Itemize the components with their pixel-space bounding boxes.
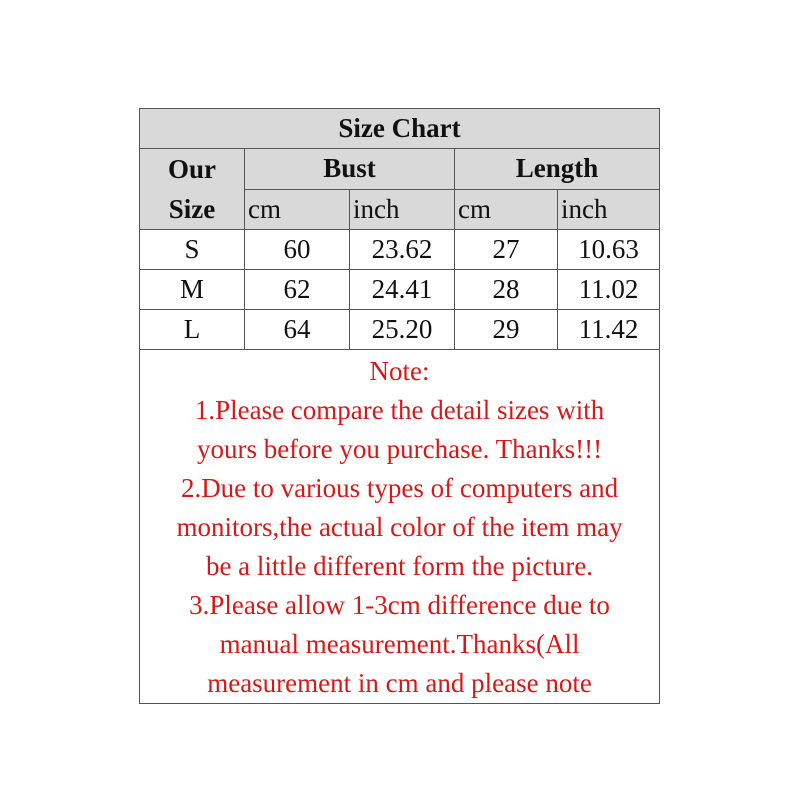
length-inch-cell: 10.63 — [558, 230, 660, 270]
note-line: yours before you purchase. Thanks!!! — [196, 434, 603, 464]
size-cell: S — [140, 230, 245, 270]
our-size-header — [140, 149, 245, 230]
table-row — [140, 230, 660, 270]
unit-length-cm: cm — [455, 189, 558, 230]
note-line: measurement in cm and please note — [207, 668, 592, 698]
table-title: Size Chart — [140, 109, 660, 149]
bust-header: Bust — [245, 149, 455, 190]
header-row — [140, 149, 660, 190]
unit-bust-cm: cm — [245, 189, 350, 230]
note-line: monitors,the actual color of the item may — [176, 512, 623, 542]
length-cm-cell: 29 — [455, 310, 558, 350]
size-cell: M — [140, 270, 245, 310]
note-line: be a little different form the picture. — [205, 551, 594, 581]
length-inch-cell: 11.02 — [558, 270, 660, 310]
note-line: manual measurement.Thanks(All — [219, 629, 580, 659]
table-row — [140, 270, 660, 310]
length-cm-cell: 28 — [455, 270, 558, 310]
bust-inch-cell: 24.41 — [350, 270, 455, 310]
size-chart-table — [139, 108, 660, 704]
bust-cm-cell: 64 — [245, 310, 350, 350]
unit-length-inch: inch — [558, 189, 660, 230]
bust-inch-cell: 25.20 — [350, 310, 455, 350]
note-line: 1.Please compare the detail sizes with — [194, 395, 605, 425]
title-row — [140, 109, 660, 149]
note-heading: Note: — [369, 356, 430, 386]
length-inch-cell: 11.42 — [558, 310, 660, 350]
bust-cm-cell: 60 — [245, 230, 350, 270]
our-size-line2: Size — [168, 194, 216, 224]
length-header: Length — [455, 149, 660, 190]
bust-cm-cell: 62 — [245, 270, 350, 310]
table-row — [140, 310, 660, 350]
our-size-line1: Our — [167, 154, 216, 184]
note-line: 2.Due to various types of computers and — [180, 473, 619, 503]
unit-bust-inch: inch — [350, 189, 455, 230]
note-line: 3.Please allow 1-3cm difference due to — [189, 590, 610, 620]
note-row — [140, 350, 660, 704]
note-cell — [140, 350, 660, 704]
size-cell: L — [140, 310, 245, 350]
bust-inch-cell: 23.62 — [350, 230, 455, 270]
length-cm-cell: 27 — [455, 230, 558, 270]
